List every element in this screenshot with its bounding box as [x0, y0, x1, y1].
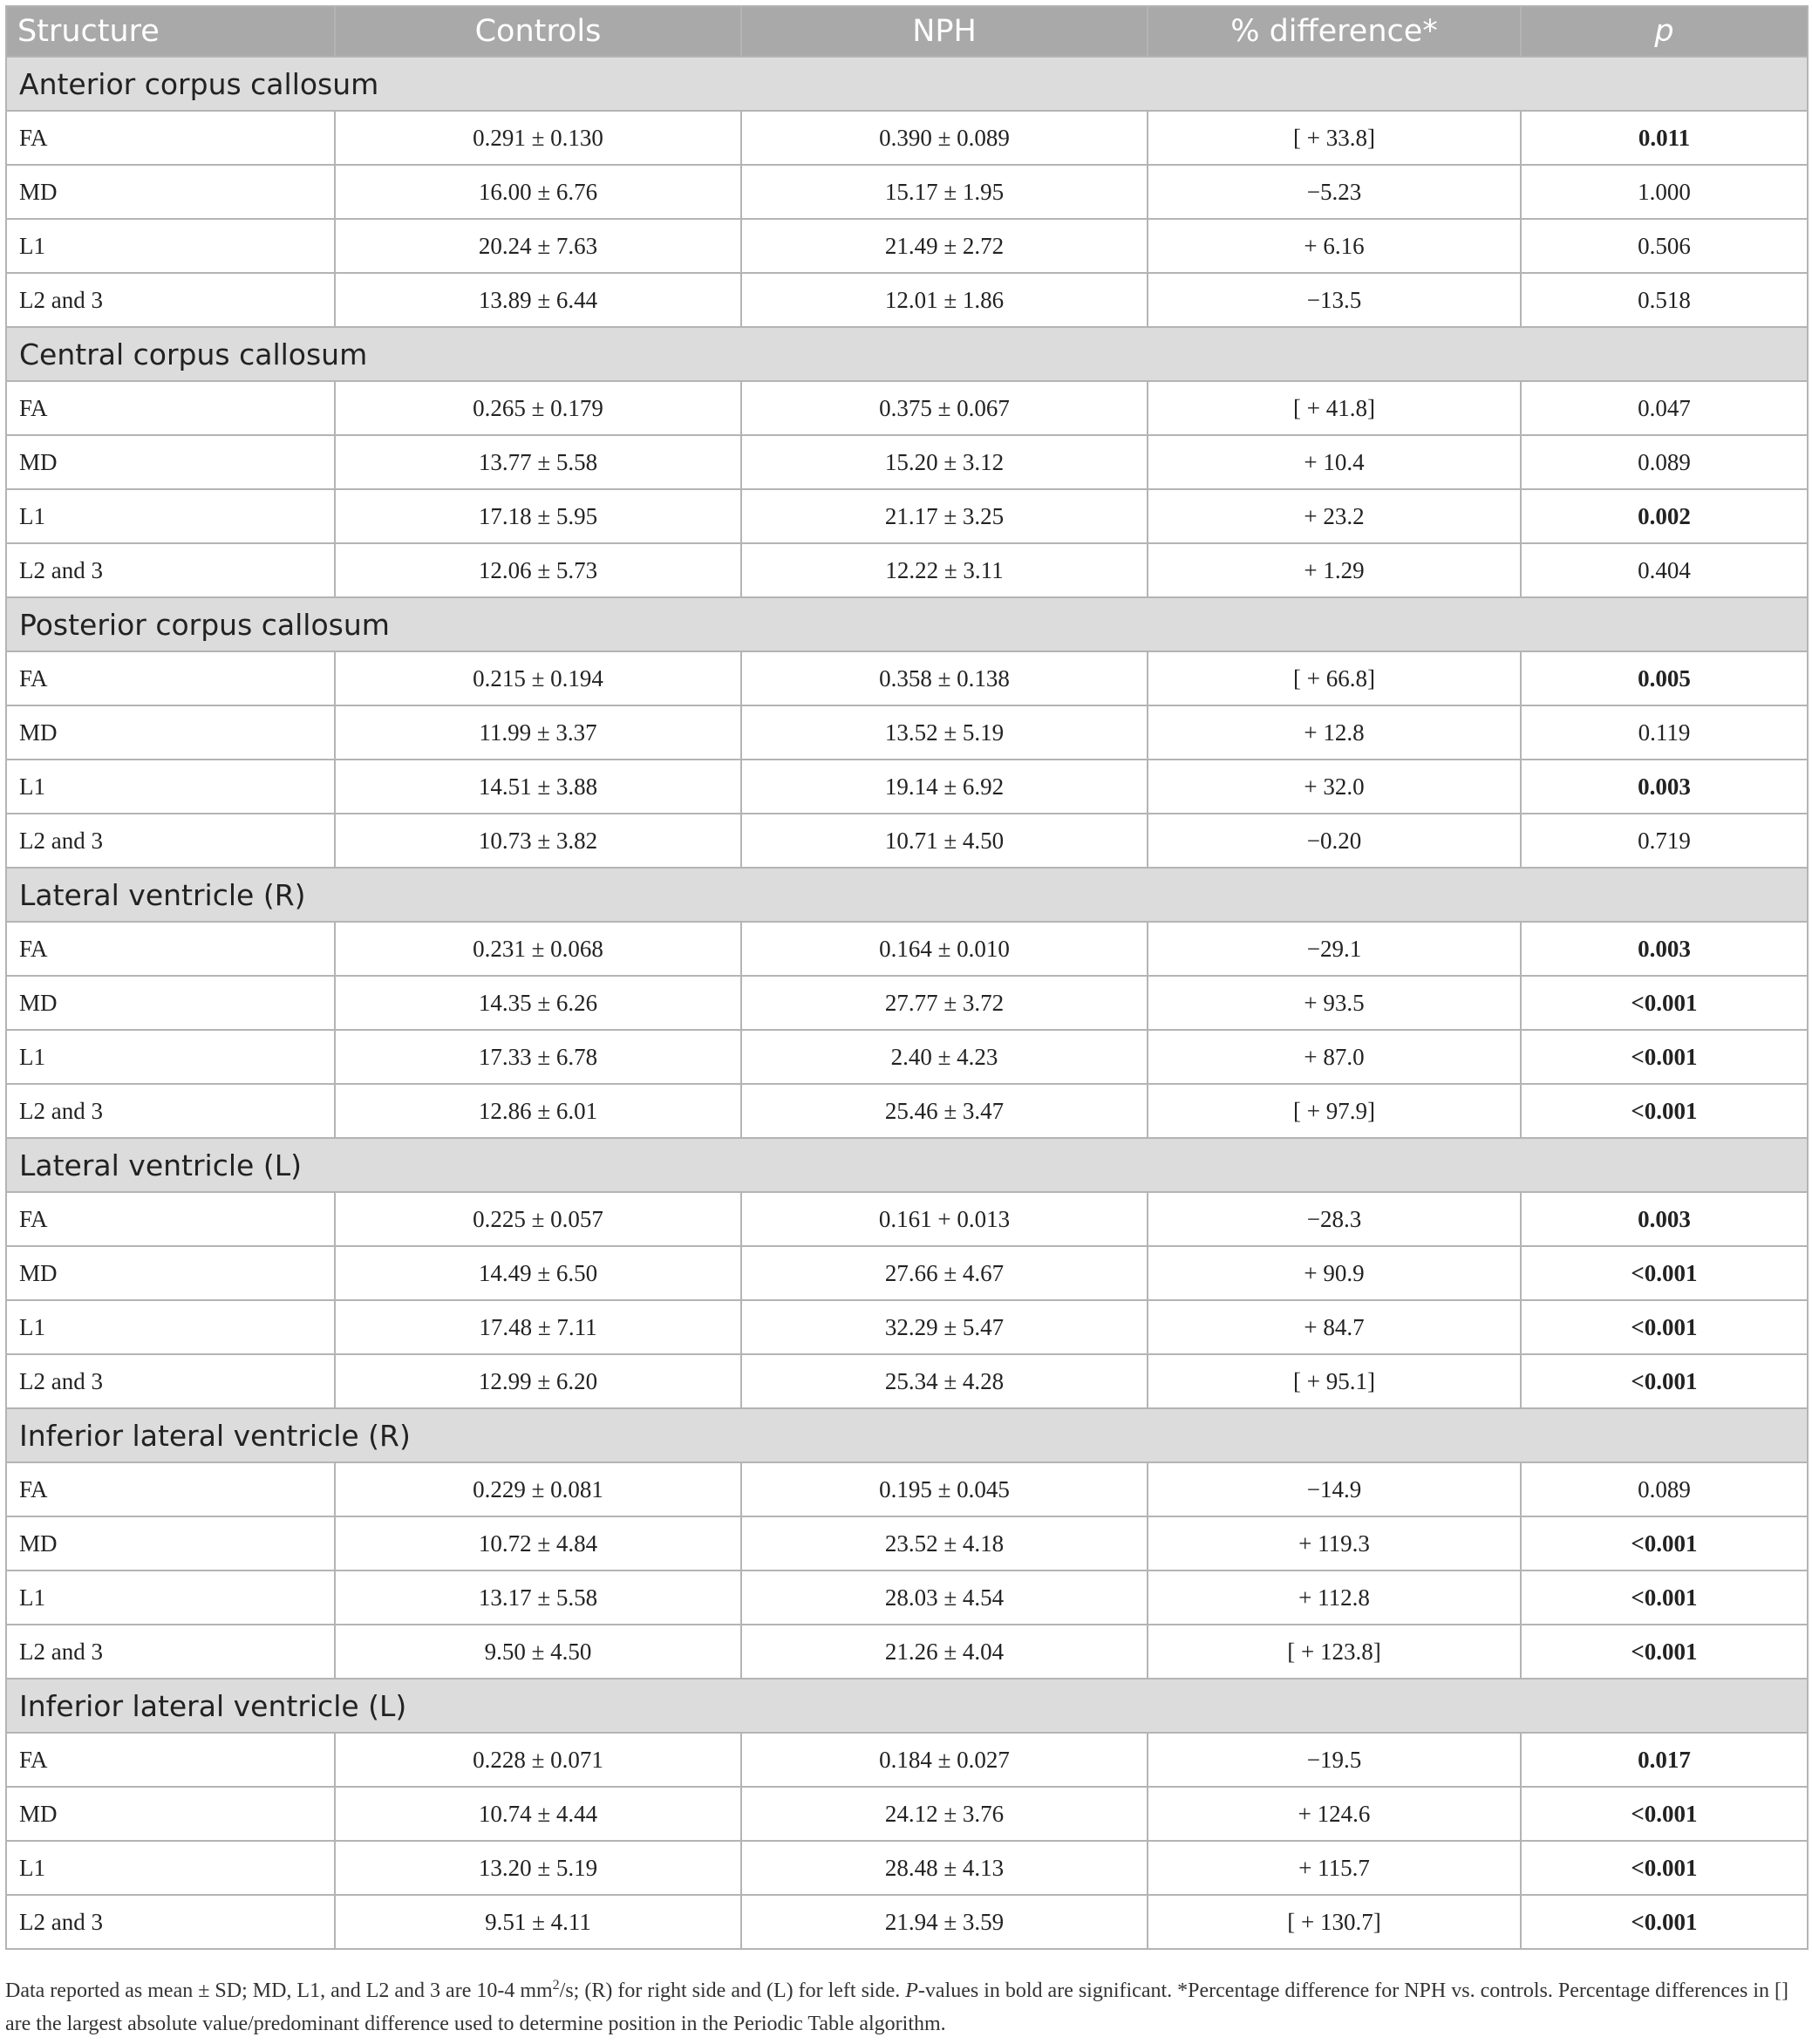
cell-metric: L2 and 3 [6, 814, 335, 868]
cell-difference: [ + 123.8] [1148, 1625, 1521, 1679]
table-row [6, 1246, 1808, 1300]
cell-nph: 32.29 ± 5.47 [741, 1300, 1148, 1354]
section-row [6, 1138, 1808, 1192]
cell-difference: −28.3 [1148, 1192, 1521, 1246]
cell-metric: L2 and 3 [6, 1895, 335, 1949]
cell-metric: L1 [6, 1841, 335, 1895]
cell-p-value: <0.001 [1521, 1841, 1808, 1895]
table-row [6, 1354, 1808, 1408]
cell-metric: MD [6, 1787, 335, 1841]
header-p: p [1521, 6, 1808, 57]
cell-controls: 0.265 ± 0.179 [335, 381, 741, 435]
cell-nph: 0.358 ± 0.138 [741, 651, 1148, 705]
cell-controls: 9.51 ± 4.11 [335, 1895, 741, 1949]
table-row [6, 165, 1808, 219]
section-title: Central corpus callosum [6, 327, 1808, 381]
cell-difference: [ + 33.8] [1148, 111, 1521, 165]
cell-p-value: 0.506 [1521, 219, 1808, 273]
cell-nph: 25.46 ± 3.47 [741, 1084, 1148, 1138]
table-row [6, 1192, 1808, 1246]
footnote-superscript: 2 [552, 1978, 560, 1993]
section-row [6, 868, 1808, 922]
cell-controls: 12.06 ± 5.73 [335, 543, 741, 597]
table-row [6, 651, 1808, 705]
cell-controls: 13.89 ± 6.44 [335, 273, 741, 327]
cell-nph: 25.34 ± 4.28 [741, 1354, 1148, 1408]
section-title: Inferior lateral ventricle (L) [6, 1679, 1808, 1733]
cell-difference: + 124.6 [1148, 1787, 1521, 1841]
footnote-part2: /s; (R) for right side and (L) for left side. [559, 1979, 906, 2002]
cell-metric: L1 [6, 1570, 335, 1625]
cell-difference: −29.1 [1148, 922, 1521, 976]
cell-controls: 17.18 ± 5.95 [335, 489, 741, 543]
cell-nph: 28.03 ± 4.54 [741, 1570, 1148, 1625]
cell-metric: L1 [6, 489, 335, 543]
footnote-p-italic: P [905, 1979, 918, 2002]
section-row [6, 57, 1808, 111]
cell-nph: 28.48 ± 4.13 [741, 1841, 1148, 1895]
cell-controls: 0.228 ± 0.071 [335, 1733, 741, 1787]
cell-difference: [ + 41.8] [1148, 381, 1521, 435]
table-row [6, 1841, 1808, 1895]
table-row [6, 705, 1808, 760]
table-row [6, 1084, 1808, 1138]
cell-p-value: 0.089 [1521, 1462, 1808, 1516]
cell-metric: FA [6, 381, 335, 435]
cell-nph: 21.94 ± 3.59 [741, 1895, 1148, 1949]
cell-metric: L2 and 3 [6, 1354, 335, 1408]
section-title: Anterior corpus callosum [6, 57, 1808, 111]
cell-p-value: 0.047 [1521, 381, 1808, 435]
cell-nph: 13.52 ± 5.19 [741, 705, 1148, 760]
cell-nph: 21.26 ± 4.04 [741, 1625, 1148, 1679]
cell-metric: L1 [6, 760, 335, 814]
table-row [6, 1570, 1808, 1625]
cell-nph: 23.52 ± 4.18 [741, 1516, 1148, 1570]
cell-p-value: <0.001 [1521, 1084, 1808, 1138]
table-row [6, 1787, 1808, 1841]
table-row [6, 1300, 1808, 1354]
cell-nph: 27.66 ± 4.67 [741, 1246, 1148, 1300]
results-table [5, 5, 1809, 1950]
table-row [6, 976, 1808, 1030]
cell-difference: −13.5 [1148, 273, 1521, 327]
cell-controls: 14.51 ± 3.88 [335, 760, 741, 814]
cell-nph: 0.375 ± 0.067 [741, 381, 1148, 435]
section-title: Inferior lateral ventricle (R) [6, 1408, 1808, 1462]
section-title: Posterior corpus callosum [6, 597, 1808, 651]
cell-controls: 10.74 ± 4.44 [335, 1787, 741, 1841]
cell-p-value: 0.404 [1521, 543, 1808, 597]
cell-difference: + 90.9 [1148, 1246, 1521, 1300]
cell-difference: + 6.16 [1148, 219, 1521, 273]
cell-difference: + 87.0 [1148, 1030, 1521, 1084]
cell-nph: 12.01 ± 1.86 [741, 273, 1148, 327]
cell-difference: + 12.8 [1148, 705, 1521, 760]
cell-p-value: 1.000 [1521, 165, 1808, 219]
cell-difference: + 115.7 [1148, 1841, 1521, 1895]
table-row [6, 1516, 1808, 1570]
cell-p-value: 0.005 [1521, 651, 1808, 705]
cell-nph: 0.161 + 0.013 [741, 1192, 1148, 1246]
footnote-part3: -values in bold are significant. *Percentage difference for NPH vs. controls. Percentage differences in [] are the largest absolute value/predominant difference used to determine position in the Periodic Table algorithm. [5, 1979, 1788, 2035]
cell-controls: 0.215 ± 0.194 [335, 651, 741, 705]
cell-metric: L2 and 3 [6, 543, 335, 597]
header-structure: Structure [6, 6, 335, 57]
cell-controls: 12.86 ± 6.01 [335, 1084, 741, 1138]
table-row [6, 381, 1808, 435]
cell-difference: −19.5 [1148, 1733, 1521, 1787]
cell-metric: FA [6, 651, 335, 705]
cell-nph: 0.195 ± 0.045 [741, 1462, 1148, 1516]
cell-metric: MD [6, 165, 335, 219]
cell-controls: 0.229 ± 0.081 [335, 1462, 741, 1516]
section-row [6, 1408, 1808, 1462]
cell-p-value: <0.001 [1521, 1030, 1808, 1084]
cell-controls: 0.231 ± 0.068 [335, 922, 741, 976]
cell-controls: 9.50 ± 4.50 [335, 1625, 741, 1679]
cell-controls: 17.48 ± 7.11 [335, 1300, 741, 1354]
cell-controls: 14.35 ± 6.26 [335, 976, 741, 1030]
cell-difference: + 84.7 [1148, 1300, 1521, 1354]
cell-metric: FA [6, 111, 335, 165]
cell-controls: 17.33 ± 6.78 [335, 1030, 741, 1084]
table-row [6, 1462, 1808, 1516]
cell-controls: 0.225 ± 0.057 [335, 1192, 741, 1246]
table-footnote [5, 1974, 1807, 2041]
cell-difference: + 93.5 [1148, 976, 1521, 1030]
cell-p-value: <0.001 [1521, 1516, 1808, 1570]
cell-controls: 20.24 ± 7.63 [335, 219, 741, 273]
cell-metric: L1 [6, 1300, 335, 1354]
cell-metric: L1 [6, 219, 335, 273]
table-row [6, 922, 1808, 976]
cell-nph: 15.20 ± 3.12 [741, 435, 1148, 489]
cell-p-value: 0.011 [1521, 111, 1808, 165]
cell-p-value: 0.119 [1521, 705, 1808, 760]
cell-controls: 0.291 ± 0.130 [335, 111, 741, 165]
cell-nph: 27.77 ± 3.72 [741, 976, 1148, 1030]
cell-controls: 11.99 ± 3.37 [335, 705, 741, 760]
cell-difference: −5.23 [1148, 165, 1521, 219]
table-row [6, 1030, 1808, 1084]
cell-difference: + 1.29 [1148, 543, 1521, 597]
cell-metric: FA [6, 922, 335, 976]
cell-p-value: 0.017 [1521, 1733, 1808, 1787]
cell-p-value: 0.089 [1521, 435, 1808, 489]
cell-p-value: <0.001 [1521, 1895, 1808, 1949]
section-row [6, 597, 1808, 651]
cell-controls: 16.00 ± 6.76 [335, 165, 741, 219]
table-row [6, 543, 1808, 597]
cell-p-value: <0.001 [1521, 1625, 1808, 1679]
cell-nph: 19.14 ± 6.92 [741, 760, 1148, 814]
cell-difference: + 23.2 [1148, 489, 1521, 543]
cell-p-value: <0.001 [1521, 976, 1808, 1030]
cell-p-value: <0.001 [1521, 1246, 1808, 1300]
data-table-container [5, 5, 1807, 1950]
cell-difference: + 119.3 [1148, 1516, 1521, 1570]
cell-p-value: 0.518 [1521, 273, 1808, 327]
cell-controls: 10.73 ± 3.82 [335, 814, 741, 868]
cell-p-value: <0.001 [1521, 1787, 1808, 1841]
table-row [6, 1733, 1808, 1787]
cell-metric: L2 and 3 [6, 1625, 335, 1679]
cell-difference: + 32.0 [1148, 760, 1521, 814]
cell-p-value: 0.719 [1521, 814, 1808, 868]
cell-metric: L2 and 3 [6, 273, 335, 327]
section-title: Lateral ventricle (L) [6, 1138, 1808, 1192]
table-row [6, 273, 1808, 327]
cell-metric: FA [6, 1192, 335, 1246]
cell-difference: [ + 66.8] [1148, 651, 1521, 705]
table-row [6, 219, 1808, 273]
section-row [6, 1679, 1808, 1733]
table-row [6, 111, 1808, 165]
footnote-part1: Data reported as mean ± SD; MD, L1, and L2 and 3 are 10-4 mm [5, 1979, 553, 2002]
cell-difference: + 10.4 [1148, 435, 1521, 489]
header-nph: NPH [741, 6, 1148, 57]
cell-difference: [ + 95.1] [1148, 1354, 1521, 1408]
table-row [6, 435, 1808, 489]
cell-p-value: 0.002 [1521, 489, 1808, 543]
cell-p-value: 0.003 [1521, 922, 1808, 976]
table-row [6, 760, 1808, 814]
cell-controls: 12.99 ± 6.20 [335, 1354, 741, 1408]
cell-metric: FA [6, 1462, 335, 1516]
cell-metric: MD [6, 1516, 335, 1570]
header-row [6, 6, 1808, 57]
cell-metric: MD [6, 1246, 335, 1300]
cell-nph: 21.49 ± 2.72 [741, 219, 1148, 273]
header-controls: Controls [335, 6, 741, 57]
cell-difference: [ + 97.9] [1148, 1084, 1521, 1138]
cell-difference: + 112.8 [1148, 1570, 1521, 1625]
table-row [6, 1895, 1808, 1949]
cell-controls: 14.49 ± 6.50 [335, 1246, 741, 1300]
cell-difference: −0.20 [1148, 814, 1521, 868]
cell-metric: L2 and 3 [6, 1084, 335, 1138]
cell-controls: 13.17 ± 5.58 [335, 1570, 741, 1625]
cell-nph: 2.40 ± 4.23 [741, 1030, 1148, 1084]
cell-p-value: <0.001 [1521, 1570, 1808, 1625]
cell-difference: [ + 130.7] [1148, 1895, 1521, 1949]
cell-controls: 13.20 ± 5.19 [335, 1841, 741, 1895]
cell-nph: 15.17 ± 1.95 [741, 165, 1148, 219]
table-row [6, 1625, 1808, 1679]
cell-controls: 10.72 ± 4.84 [335, 1516, 741, 1570]
cell-p-value: 0.003 [1521, 760, 1808, 814]
cell-nph: 0.390 ± 0.089 [741, 111, 1148, 165]
cell-metric: L1 [6, 1030, 335, 1084]
header-difference: % difference* [1148, 6, 1521, 57]
cell-nph: 21.17 ± 3.25 [741, 489, 1148, 543]
cell-controls: 13.77 ± 5.58 [335, 435, 741, 489]
cell-p-value: <0.001 [1521, 1300, 1808, 1354]
cell-p-value: <0.001 [1521, 1354, 1808, 1408]
cell-nph: 24.12 ± 3.76 [741, 1787, 1148, 1841]
section-row [6, 327, 1808, 381]
table-row [6, 489, 1808, 543]
cell-difference: −14.9 [1148, 1462, 1521, 1516]
table-body [6, 57, 1808, 1949]
cell-metric: MD [6, 976, 335, 1030]
cell-nph: 0.164 ± 0.010 [741, 922, 1148, 976]
cell-p-value: 0.003 [1521, 1192, 1808, 1246]
table-row [6, 814, 1808, 868]
cell-metric: MD [6, 435, 335, 489]
cell-nph: 10.71 ± 4.50 [741, 814, 1148, 868]
cell-metric: FA [6, 1733, 335, 1787]
cell-nph: 12.22 ± 3.11 [741, 543, 1148, 597]
cell-nph: 0.184 ± 0.027 [741, 1733, 1148, 1787]
cell-metric: MD [6, 705, 335, 760]
section-title: Lateral ventricle (R) [6, 868, 1808, 922]
